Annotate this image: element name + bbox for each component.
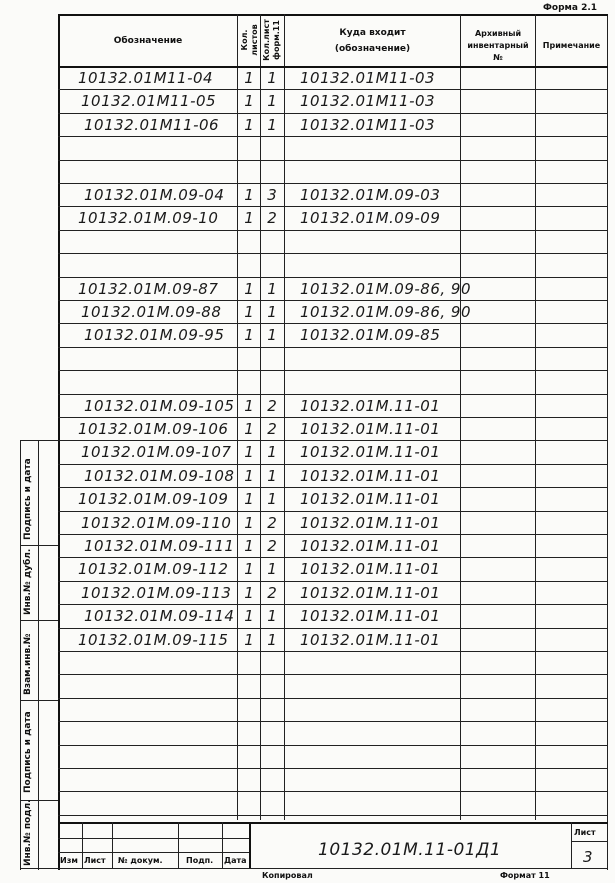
tb-col-2 [112,822,113,868]
row-where-used: 10132.01М11-03 [300,69,436,87]
row-where-used: 10132.01М.11-01 [300,583,441,602]
form-label: Форма 2.1 [543,3,598,13]
tb-sheet-divider [571,841,607,842]
row-where-used: 10132.01М.11-01 [300,443,441,462]
row-line [58,464,608,465]
row-line [58,440,608,441]
row-designation: 10132.01М.09-88 [81,303,222,321]
row-line-empty [58,768,608,769]
header-sheets-count: Кол. листов [240,24,259,56]
row-line [58,557,608,558]
row-sheets: 1 [244,607,254,626]
tb-col-5 [249,822,251,868]
header-archive-3: № [493,53,503,62]
row-designation: 10132.01М.09-114 [84,607,235,626]
row-format: 1 [267,560,277,579]
frame-top [58,14,608,16]
row-where-used: 10132.01М.11-01 [300,537,441,555]
row-where-used: 10132.01М.11-01 [300,630,441,649]
side-label-replaced-inv: Взам.инв.№ [23,633,33,695]
row-designation: 10132.01М.09-109 [78,490,229,509]
row-format: 1 [267,303,277,321]
row-line [58,206,608,207]
row-line [58,604,608,605]
header-archive-2: инвентарный [467,41,529,50]
row-line-empty [58,815,608,816]
side-strip-mid [38,440,39,870]
sheet-number: 3 [583,848,594,866]
row-sheets: 1 [244,630,254,649]
row-where-used: 10132.01М.11-01 [300,490,441,509]
row-where-used: 10132.01М.09-86, 90 [300,279,471,298]
tb-col-1 [82,822,83,868]
side-strip-left [20,440,21,870]
side-sep-1 [20,545,58,546]
row-line [58,160,608,161]
row-line [58,651,608,652]
title-block-top [58,822,608,824]
footer-copied: Копировал [262,871,313,880]
row-designation: 10132.01М.09-04 [84,186,225,204]
row-line [58,113,608,114]
side-label-signature-top: Подпись и дата [23,458,33,540]
row-line [58,230,608,231]
row-format: 2 [267,513,277,532]
tb-date-label: Дата [224,856,247,865]
row-designation: 10132.01М.09-10 [78,209,219,228]
row-format: 2 [267,396,277,415]
header-archive-1: Архивный [474,29,522,38]
row-format: 3 [267,186,277,204]
row-designation: 10132.01М.09-111 [84,537,235,555]
row-line [58,417,608,418]
row-format: 1 [267,115,277,134]
row-where-used: 10132.01М.11-01 [300,420,441,438]
row-format: 1 [267,69,277,87]
row-designation: 10132.01М.09-106 [78,420,229,438]
tb-sheet-col-label: Лист [84,856,106,865]
tb-col-3 [178,822,179,868]
row-format: 2 [267,209,277,228]
row-where-used: 10132.01М11-03 [300,115,436,134]
row-designation: 10132.01М.09-107 [81,443,232,462]
row-sheets: 1 [244,537,254,555]
row-where-used: 10132.01М.11-01 [300,466,441,485]
row-line-empty [58,745,608,746]
row-format: 1 [267,92,277,111]
row-line-empty [58,791,608,792]
header-divider [58,66,608,68]
row-format: 1 [267,630,277,649]
row-sheets: 1 [244,92,254,111]
row-sheets: 1 [244,69,254,87]
row-designation: 10132.01М.09-112 [78,560,229,579]
frame-left [58,14,60,870]
row-format: 2 [267,420,277,438]
header-where-used-1: Куда входит [339,28,406,38]
tb-col-4 [222,822,223,868]
row-where-used: 10132.01М.11-01 [300,513,441,532]
header-designation: Обозначение [113,36,183,46]
row-sheets: 1 [244,560,254,579]
footer-format: Формат 11 [500,871,550,880]
header-where-used-2: (обозначение) [334,44,411,54]
row-sheets: 1 [244,279,254,298]
row-sheets: 1 [244,115,254,134]
row-designation: 10132.01М.09-115 [78,630,229,649]
header-format-count: Кол.лист форм.11 [262,19,281,61]
tb-sign-label: Подп. [186,856,214,865]
document-number: 10132.01М.11-01Д1 [318,840,502,860]
row-format: 1 [267,607,277,626]
tb-doc-label: № докум. [118,856,163,865]
side-sep-3 [20,700,58,701]
row-designation: 10132.01М.09-95 [84,326,225,345]
row-format: 2 [267,583,277,602]
row-line-empty [58,698,608,699]
row-format: 1 [267,443,277,462]
row-format: 1 [267,466,277,485]
row-line [58,487,608,488]
row-where-used: 10132.01М.09-85 [300,326,441,345]
row-designation: 10132.01М11-05 [81,92,217,111]
row-where-used: 10132.01М.09-03 [300,186,441,204]
row-line [58,253,608,254]
side-label-signature-bottom: Подпись и дата [23,711,33,793]
row-sheets: 1 [244,513,254,532]
row-where-used: 10132.01М11-03 [300,92,436,111]
row-sheets: 1 [244,326,254,345]
row-line [58,394,608,395]
row-line [58,136,608,137]
row-line [58,300,608,301]
header-notes: Примечание [542,41,601,50]
tb-change-label: Изм [60,856,78,865]
row-sheets: 1 [244,303,254,321]
row-sheets: 1 [244,209,254,228]
row-where-used: 10132.01М.11-01 [300,396,441,415]
side-label-orig-inv: Инв.№ подл. [23,799,33,866]
row-designation: 10132.01М11-06 [84,115,220,134]
row-line [58,323,608,324]
row-line [58,183,608,184]
row-where-used: 10132.01М.11-01 [300,607,441,626]
row-designation: 10132.01М.09-110 [81,513,232,532]
tb-col-sheet [571,822,572,868]
frame-bottom [20,868,608,869]
row-line [58,347,608,348]
row-sheets: 1 [244,186,254,204]
row-format: 1 [267,279,277,298]
row-where-used: 10132.01М.11-01 [300,560,441,579]
row-designation: 10132.01М.09-105 [84,396,235,415]
row-line [58,628,608,629]
row-sheets: 1 [244,490,254,509]
side-sep-2 [20,620,58,621]
row-designation: 10132.01М.09-108 [84,466,235,485]
row-sheets: 1 [244,420,254,438]
row-line-empty [58,674,608,675]
row-designation: 10132.01М.09-87 [78,279,219,298]
row-sheets: 1 [244,443,254,462]
row-line [58,370,608,371]
row-designation: 10132.01М.09-113 [81,583,232,602]
row-line-empty [58,721,608,722]
row-line [58,89,608,90]
frame-right [607,14,608,870]
row-format: 1 [267,326,277,345]
row-sheets: 1 [244,396,254,415]
row-where-used: 10132.01М.09-09 [300,209,441,228]
tb-sheet-label: Лист [574,828,596,837]
row-format: 2 [267,537,277,555]
row-line [58,511,608,512]
row-line [58,534,608,535]
row-format: 1 [267,490,277,509]
side-label-dup-inv: Инв.№ дубл. [23,548,33,615]
row-sheets: 1 [244,466,254,485]
row-line [58,581,608,582]
row-line [58,277,608,278]
row-designation: 10132.01М11-04 [78,69,214,87]
row-sheets: 1 [244,583,254,602]
side-strip-top [20,440,58,441]
row-where-used: 10132.01М.09-86, 90 [300,303,471,321]
